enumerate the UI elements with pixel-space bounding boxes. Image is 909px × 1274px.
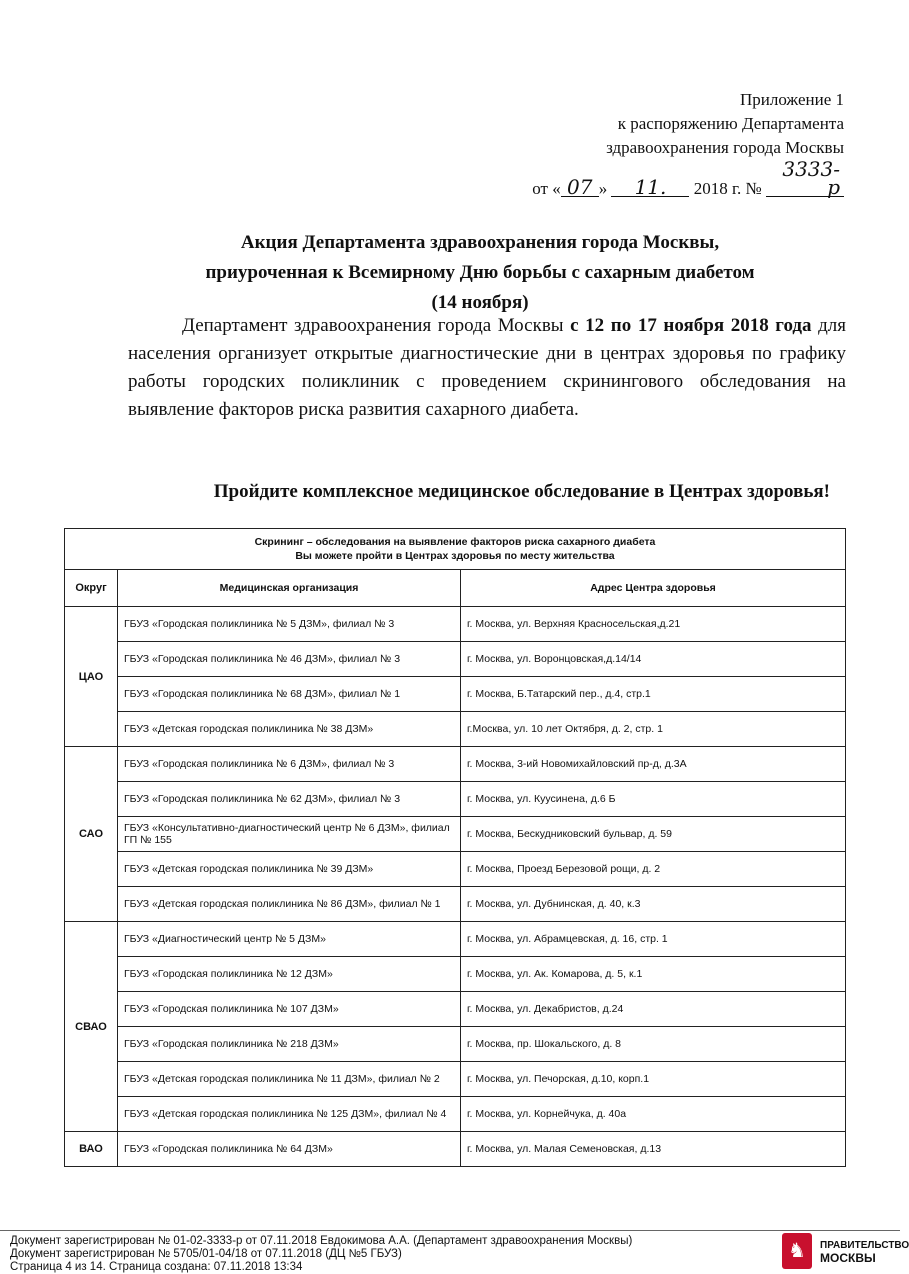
table-caption xyxy=(65,529,846,570)
address-cell: г. Москва, ул. Корнейчука, д. 40а xyxy=(461,1097,846,1132)
footer-line-1: Документ зарегистрирован № 01-02-3333-р от 07.11.2018 Евдокимова А.А. (Департамент здравоохранения Москвы) xyxy=(10,1235,633,1247)
address-cell: г. Москва, пр. Шокальского, д. 8 xyxy=(461,1027,846,1062)
organization-cell: ГБУЗ «Детская городская поликлиника № 39 ДЗМ» xyxy=(118,852,461,887)
organization-cell: ГБУЗ «Диагностический центр № 5 ДЗМ» xyxy=(118,922,461,957)
date-mid: » xyxy=(598,179,608,198)
table-row xyxy=(65,1097,846,1132)
title-line-1: Акция Департамента здравоохранения города Москвы, xyxy=(240,232,720,253)
date-year: 2018 г. № xyxy=(693,179,762,198)
table-row xyxy=(65,642,846,677)
appendix-date-line xyxy=(532,157,844,201)
moscow-emblem-icon: ♞ xyxy=(782,1233,812,1269)
address-cell: г. Москва, 3-ий Новомихайловский пр-д, д.3А xyxy=(461,747,846,782)
intro-paragraph xyxy=(128,312,846,424)
handwritten-day: 07 xyxy=(561,178,599,197)
address-cell: г. Москва, ул. Верхняя Красносельская,д.21 xyxy=(461,607,846,642)
table-row xyxy=(65,887,846,922)
table-row xyxy=(65,817,846,852)
date-prefix: от « xyxy=(532,179,561,198)
address-cell: г. Москва, Б.Татарский пер., д.4, стр.1 xyxy=(461,677,846,712)
document-title xyxy=(120,228,840,318)
organization-cell: ГБУЗ «Консультативно-диагностический центр № 6 ДЗМ», филиал ГП № 155 xyxy=(118,817,461,852)
table-row xyxy=(65,607,846,642)
title-line-2: приуроченная к Всемирному Дню борьбы с сахарным диабетом xyxy=(205,262,755,283)
call-to-action-heading: Пройдите комплексное медицинское обследование в Центрах здоровья! xyxy=(213,481,830,502)
address-cell: г. Москва, ул. Печорская, д.10, корп.1 xyxy=(461,1062,846,1097)
intro-part-1: Департамент здравоохранения города Москвы xyxy=(182,315,564,336)
government-label xyxy=(820,1240,909,1264)
address-cell: г.Москва, ул. 10 лет Октября, д. 2, стр. 1 xyxy=(461,712,846,747)
table-row xyxy=(65,747,846,782)
table-caption-2: Вы можете пройти в Центрах здоровья по месту жительства xyxy=(295,550,615,562)
okrug-cell: СВАО xyxy=(65,922,118,1132)
table-row xyxy=(65,1027,846,1062)
table-header-row xyxy=(65,570,846,607)
address-cell: г. Москва, ул. Воронцовская,д.14/14 xyxy=(461,642,846,677)
header-address: Адрес Центра здоровья xyxy=(461,570,846,607)
table-caption-row xyxy=(65,529,846,570)
organization-cell: ГБУЗ «Городская поликлиника № 64 ДЗМ» xyxy=(118,1132,461,1167)
table-row xyxy=(65,1062,846,1097)
address-cell: г. Москва, Проезд Березовой рощи, д. 2 xyxy=(461,852,846,887)
organization-cell: ГБУЗ «Городская поликлиника № 5 ДЗМ», филиал № 3 xyxy=(118,607,461,642)
organization-cell: ГБУЗ «Городская поликлиника № 62 ДЗМ», филиал № 3 xyxy=(118,782,461,817)
address-cell: г. Москва, ул. Дубнинская, д. 40, к.3 xyxy=(461,887,846,922)
organization-cell: ГБУЗ «Городская поликлиника № 68 ДЗМ», филиал № 1 xyxy=(118,677,461,712)
handwritten-number: 3333-р xyxy=(766,160,844,197)
intro-part-2: для населения организует открытые диагностические дни в центрах здоровья по графику работы городских поликлиник с проведением скринингового обследования на выявление факторов риска развития сахарного диабета. xyxy=(128,315,847,420)
gov-line-2: МОСКВЫ xyxy=(820,1251,876,1265)
footer-divider xyxy=(0,1230,900,1231)
title-line-3: (14 ноября) xyxy=(431,292,529,313)
intro-dates: с 12 по 17 ноября 2018 года xyxy=(570,315,812,336)
footer-line-3: Страница 4 из 14. Страница создана: 07.11.2018 13:34 xyxy=(10,1261,303,1273)
table-row xyxy=(65,677,846,712)
table-row xyxy=(65,712,846,747)
registration-footer xyxy=(10,1235,632,1274)
address-cell: г. Москва, ул. Декабристов, д.24 xyxy=(461,992,846,1027)
header-organization: Медицинская организация xyxy=(118,570,461,607)
organization-cell: ГБУЗ «Детская городская поликлиника № 11 ДЗМ», филиал № 2 xyxy=(118,1062,461,1097)
table-row xyxy=(65,852,846,887)
appendix-line-2: к распоряжению Департамента xyxy=(617,114,844,133)
gov-line-1: ПРАВИТЕЛЬСТВО xyxy=(820,1240,909,1251)
organization-cell: ГБУЗ «Детская городская поликлиника № 125 ДЗМ», филиал № 4 xyxy=(118,1097,461,1132)
appendix-header xyxy=(532,88,844,201)
organization-cell: ГБУЗ «Городская поликлиника № 107 ДЗМ» xyxy=(118,992,461,1027)
health-centers-table xyxy=(64,528,846,1167)
address-cell: г. Москва, Бескудниковский бульвар, д. 59 xyxy=(461,817,846,852)
address-cell: г. Москва, ул. Малая Семеновская, д.13 xyxy=(461,1132,846,1167)
header-okrug: Округ xyxy=(65,570,118,607)
okrug-cell: САО xyxy=(65,747,118,922)
okrug-cell: ЦАО xyxy=(65,607,118,747)
address-cell: г. Москва, ул. Абрамцевская, д. 16, стр. 1 xyxy=(461,922,846,957)
organization-cell: ГБУЗ «Городская поликлиника № 6 ДЗМ», филиал № 3 xyxy=(118,747,461,782)
handwritten-month: 11. xyxy=(611,178,689,197)
organization-cell: ГБУЗ «Городская поликлиника № 46 ДЗМ», филиал № 3 xyxy=(118,642,461,677)
organization-cell: ГБУЗ «Городская поликлиника № 218 ДЗМ» xyxy=(118,1027,461,1062)
table-row xyxy=(65,782,846,817)
table-row xyxy=(65,922,846,957)
appendix-line-3: здравоохранения города Москвы xyxy=(606,138,844,157)
table-caption-1: Скрининг – обследования на выявление факторов риска сахарного диабета xyxy=(254,536,656,548)
table-row xyxy=(65,992,846,1027)
organization-cell: ГБУЗ «Детская городская поликлиника № 86 ДЗМ», филиал № 1 xyxy=(118,887,461,922)
okrug-cell: ВАО xyxy=(65,1132,118,1167)
address-cell: г. Москва, ул. Куусинена, д.6 Б xyxy=(461,782,846,817)
table-row xyxy=(65,1132,846,1167)
organization-cell: ГБУЗ «Детская городская поликлиника № 38 ДЗМ» xyxy=(118,712,461,747)
address-cell: г. Москва, ул. Ак. Комарова, д. 5, к.1 xyxy=(461,957,846,992)
organization-cell: ГБУЗ «Городская поликлиника № 12 ДЗМ» xyxy=(118,957,461,992)
footer-line-2: Документ зарегистрирован № 5705/01-04/18 от 07.11.2018 (ДЦ №5 ГБУЗ) xyxy=(10,1248,402,1260)
table-row xyxy=(65,957,846,992)
appendix-line-1: Приложение 1 xyxy=(740,90,844,109)
